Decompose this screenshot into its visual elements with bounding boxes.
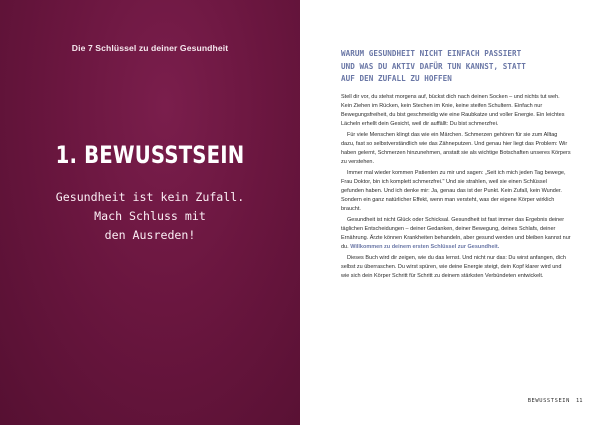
paragraph: Dieses Buch wird dir zeigen, wie du das lernst. Und nicht nur das: Du wirst anfangen, dich selbst zu überraschen. Du wirst spüren, wie deine Energie steigt, dein Kopf klarer wird und wie sich dein Körper Schritt für Schritt zu deinem stärksten Verbündeten entwickelt. xyxy=(341,254,566,279)
chapter-kicker: Die 7 Schlüssel zu deiner Gesundheit xyxy=(71,43,229,53)
heading-line: UND WAS DU AKTIV DAFÜR TUN KANNST, STATT xyxy=(341,61,526,71)
running-footer: BEWUSSTSEIN xyxy=(527,398,570,404)
heading-line: WARUM GESUNDHEIT NICHT EINFACH PASSIERT xyxy=(341,49,522,58)
paragraph-lead: Gesundheit ist nicht Glück oder Schicksal. Gesundheit ist fast immer das Ergebnis deiner täglichen Entscheidungen – deiner Gedanken, deiner Bewegung, deines Schlafs, deiner Ernährung. Ärzte können Krankheiten behandeln, aber gesund werden und bleiben kannst nur du. xyxy=(341,216,571,250)
tagline-line: Gesundheit ist kein Zufall. xyxy=(55,190,245,204)
chapter-tagline xyxy=(0,188,300,245)
tagline-line: Mach Schluss mit xyxy=(94,209,206,223)
page-number: 11 xyxy=(576,398,583,404)
paragraph: Für viele Menschen klingt das wie ein Märchen. Schmerzen gehören für sie zum Alltag dazu, fast so selbstverständlich wie das Zähneputzen. Und genau hier liegt das Problem: Wir haben gelernt, Schmerzen hinzunehmen, anstatt sie als wichtige Botschaften unseres Körpers zu verstehen. xyxy=(341,132,571,165)
section-heading xyxy=(341,48,573,86)
highlighted-sentence: Willkommen zu deinem ersten Schlüssel zur Gesundheit. xyxy=(350,243,500,250)
tagline-line: den Ausreden! xyxy=(104,228,196,242)
paragraph xyxy=(341,216,571,252)
paragraph: Immer mal wieder kommen Patienten zu mir und sagen: „Seit ich mich jeden Tag bewege, Frau Doktor, bin ich komplett schmerzfrei." Und sie strahlen, weil sie einen Schlüssel gefunden haben. Und ich denke mir: Ja, genau das ist der Punkt. Kein Zufall, kein Wunder. Sondern ein ganz natürlicher Effekt, wenn man versteht, was der eigene Körper wirklich braucht. xyxy=(341,170,566,212)
heading-line: AUF DEN ZUFALL ZU HOFFEN xyxy=(341,74,452,84)
right-page xyxy=(300,0,600,425)
body-text xyxy=(341,93,571,281)
paragraph: Stell dir vor, du stehst morgens auf, bückst dich nach deinen Socken – und nichts tut weh. Kein Ziehen im Rücken, kein Stechen im Knie, keine steifen Schultern. Einfach nur Bewegungsfreiheit, du bist geschmeidig wie eine Raubkatze und voller Energie. Ein leichtes Lächeln erhellt dein Gesicht, weil dir auffällt: Du bist schmerzfrei. xyxy=(341,94,565,127)
chapter-title: 1. BEWUSSTSEIN xyxy=(55,141,245,169)
